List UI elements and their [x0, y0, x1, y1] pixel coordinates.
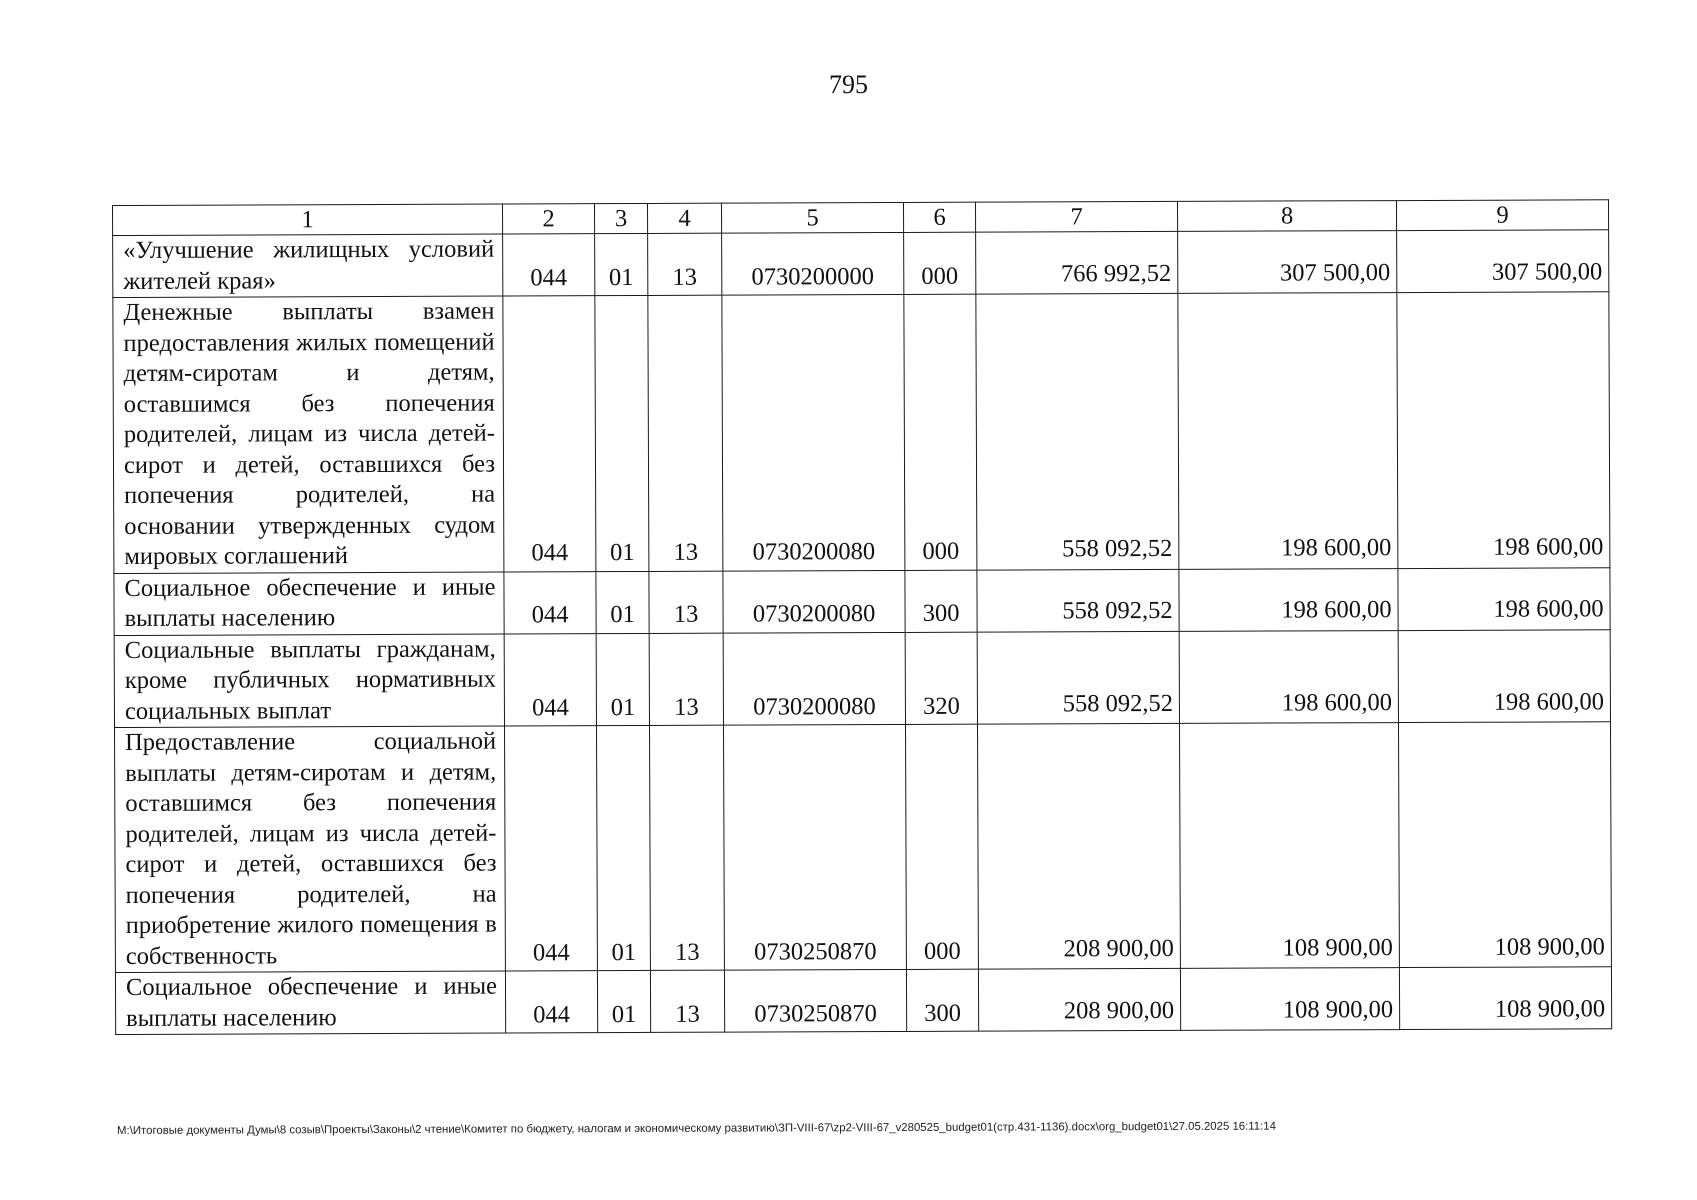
ministry-code-cell: 044: [503, 296, 596, 572]
amount-col9-cell: 108 900,00: [1399, 967, 1611, 1030]
ministry-code-cell: 044: [505, 971, 597, 1033]
subsection-code-cell: 13: [650, 725, 725, 970]
target-article-cell: 0730250870: [724, 969, 906, 1032]
column-header: 8: [1177, 201, 1396, 232]
amount-col9-cell: 198 600,00: [1398, 567, 1610, 630]
column-header: 1: [113, 204, 503, 235]
amount-col8-cell: 198 600,00: [1179, 630, 1398, 723]
amount-col7-cell: 558 092,52: [977, 631, 1179, 724]
section-code-cell: 01: [597, 970, 650, 1032]
amount-col8-cell: 108 900,00: [1180, 968, 1399, 1031]
table-row: [115, 967, 1611, 1035]
target-article-cell: 0730250870: [724, 724, 907, 970]
section-code-cell: 01: [596, 633, 649, 726]
row-name-cell: «Улучшение жилищных условий жителей края»: [113, 234, 503, 297]
section-code-cell: 01: [595, 233, 648, 295]
subsection-code-cell: 13: [648, 233, 722, 295]
amount-col8-cell: 198 600,00: [1179, 568, 1398, 631]
subsection-code-cell: 13: [648, 295, 723, 571]
amount-col7-cell: 208 900,00: [977, 723, 1180, 969]
amount-col7-cell: 766 992,52: [976, 231, 1178, 294]
ministry-code-cell: 044: [503, 234, 595, 296]
column-header: 6: [903, 202, 975, 232]
amount-col7-cell: 558 092,52: [976, 293, 1179, 569]
row-name-cell: Социальное обеспечение и иные выплаты населению: [114, 571, 504, 634]
table-row: [115, 722, 1612, 973]
subsection-code-cell: 13: [649, 571, 723, 633]
expense-type-cell: 000: [904, 232, 976, 294]
target-article-cell: 0730200000: [722, 232, 904, 295]
amount-col7-cell: 208 900,00: [978, 968, 1180, 1031]
section-code-cell: 01: [595, 295, 649, 571]
ministry-code-cell: 044: [505, 726, 598, 971]
amount-col8-cell: 307 500,00: [1178, 231, 1397, 294]
amount-col9-cell: 108 900,00: [1398, 722, 1611, 968]
amount-col7-cell: 558 092,52: [977, 569, 1179, 632]
column-header: 7: [975, 201, 1177, 232]
expense-type-cell: 300: [906, 969, 978, 1031]
amount-col9-cell: 198 600,00: [1398, 629, 1610, 722]
amount-col9-cell: 307 500,00: [1397, 230, 1609, 293]
row-name-cell: Денежные выплаты взамен предоставления жилых помещений детям-сиротам и детям, оставшимся без попечения родителей, лицам из числа детей-сирот и детей, оставшихся без попечения родителей, на основании утвержденных судом мировых соглашений: [113, 296, 504, 573]
column-header: 4: [647, 203, 721, 233]
table-row: [114, 629, 1610, 727]
ministry-code-cell: 044: [504, 633, 596, 726]
row-name-cell: Предоставление социальной выплаты детям-сиротам и детям, оставшимся без попечения родителей, лицам из числа детей-сирот и детей, оставшихся без попечения родителей, на приобретение жилого помещения в собственность: [115, 726, 506, 972]
subsection-code-cell: 13: [650, 970, 724, 1032]
budget-table: [112, 199, 1612, 1035]
expense-type-cell: 000: [906, 724, 979, 969]
table-row: [114, 567, 1610, 635]
target-article-cell: 0730200080: [723, 570, 905, 633]
table-row: [113, 292, 1610, 573]
target-article-cell: 0730200080: [723, 632, 905, 725]
amount-col8-cell: 198 600,00: [1178, 293, 1398, 569]
column-header: 9: [1396, 200, 1608, 231]
column-header: 3: [594, 203, 647, 233]
footer-file-path: M:\Итоговые документы Думы\8 созыв\Проекты\Законы\2 чтение\Комитет по бюджету, налогам и экономическому развитию\ЗП-VIII-67\zp2-VIII-67_v280525_budget01(стр.431-1136).docx\org_budget01\27.05.2025 16:11:14: [117, 1120, 1276, 1137]
page-number: 795: [829, 70, 868, 99]
section-code-cell: 01: [597, 725, 651, 970]
expense-type-cell: 000: [904, 294, 977, 570]
ministry-code-cell: 044: [504, 571, 596, 633]
subsection-code-cell: 13: [649, 633, 723, 726]
table-row: [113, 230, 1609, 298]
section-code-cell: 01: [596, 571, 649, 633]
amount-col8-cell: 108 900,00: [1179, 723, 1399, 969]
expense-type-cell: 320: [905, 632, 977, 725]
column-header: 2: [502, 204, 594, 234]
row-name-cell: Социальные выплаты гражданам, кроме публичных нормативных социальных выплат: [114, 633, 504, 727]
amount-col9-cell: 198 600,00: [1397, 292, 1610, 568]
row-name-cell: Социальное обеспечение и иные выплаты населению: [115, 971, 505, 1034]
column-header: 5: [721, 202, 903, 233]
target-article-cell: 0730200080: [722, 294, 905, 570]
expense-type-cell: 300: [905, 570, 977, 632]
